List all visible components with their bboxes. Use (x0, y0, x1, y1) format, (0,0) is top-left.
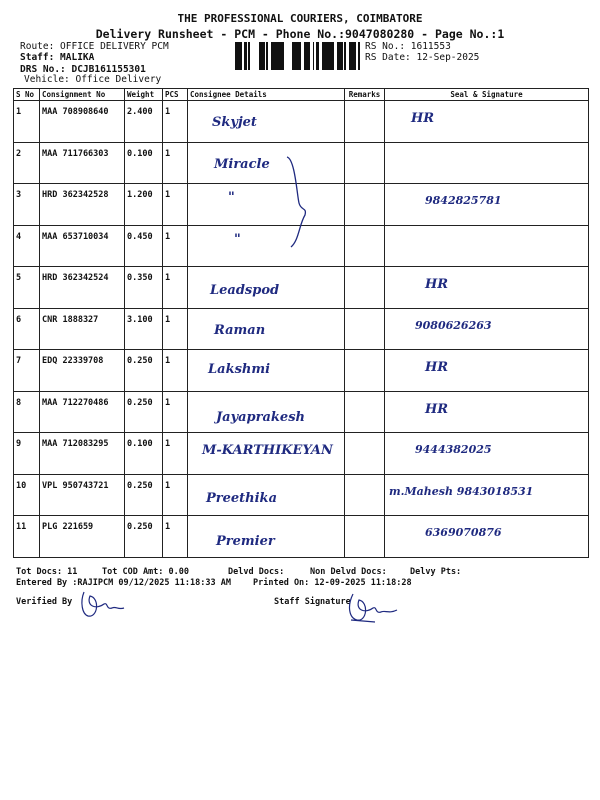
recipient-signature: 9080626263 (415, 318, 492, 332)
printed-on: Printed On: 12-09-2025 11:18:28 (253, 578, 412, 588)
table-row (14, 391, 589, 433)
recipient-signature: 9842825781 (425, 194, 502, 207)
recipient-signature: 9444382025 (415, 443, 492, 456)
staff-signature-icon (345, 590, 405, 624)
consignee-handwriting: " (228, 190, 235, 205)
sno-cell: 10 (14, 474, 40, 516)
recipient-signature: HR (425, 401, 449, 417)
table-row (14, 101, 589, 143)
consignee-cell (188, 474, 345, 516)
signature-cell (385, 184, 589, 226)
barcode-bar (274, 42, 277, 70)
sno-cell: 7 (14, 350, 40, 392)
non-delvd-docs: Non Delvd Docs: (310, 567, 387, 577)
signature-cell (385, 267, 589, 309)
consignee-cell (188, 350, 345, 392)
pcs-cell: 1 (163, 267, 188, 309)
barcode-bar (262, 42, 265, 70)
consignee-cell (188, 142, 345, 184)
barcode-bar (238, 42, 241, 70)
consignment-cell: PLG 221659 (40, 516, 125, 558)
signature-cell (385, 350, 589, 392)
barcode-bar (280, 42, 283, 70)
barcode-bar (308, 42, 310, 70)
staff-signature-label: Staff Signature (274, 597, 351, 607)
signature-cell (385, 225, 589, 267)
barcode-bar (235, 42, 236, 70)
remarks-cell (345, 308, 385, 350)
col-signature: Seal & Signature (385, 89, 589, 101)
weight-cell: 0.450 (125, 225, 163, 267)
remarks-cell (345, 225, 385, 267)
recipient-signature: HR (425, 277, 449, 292)
barcode-bar (307, 42, 308, 70)
barcode-bar (244, 42, 247, 70)
weight-cell: 0.100 (125, 142, 163, 184)
barcode-bar (278, 42, 280, 70)
drs-number: DRS No.: DCJB161155301 (20, 64, 146, 75)
barcode-bar (328, 42, 331, 70)
barcode-bar (340, 42, 343, 70)
signature-cell (385, 516, 589, 558)
bracket-mark-icon (285, 155, 315, 250)
barcode-bar (350, 42, 352, 70)
consignment-cell: MAA 711766303 (40, 142, 125, 184)
pcs-cell: 1 (163, 350, 188, 392)
table-row (14, 308, 589, 350)
staff-label: Staff: MALIKA (20, 52, 95, 63)
col-remarks: Remarks (345, 89, 385, 101)
delvd-docs: Delvd Docs: (228, 567, 285, 577)
barcode-bar (337, 42, 338, 70)
barcode-bar (332, 42, 334, 70)
weight-cell: 0.250 (125, 474, 163, 516)
pcs-cell: 1 (163, 516, 188, 558)
pcs-cell: 1 (163, 225, 188, 267)
consignee-cell (188, 308, 345, 350)
consignee-handwriting: M-KARTHIKEYAN (202, 443, 333, 458)
table-row (14, 433, 589, 475)
col-sno: S No (14, 89, 40, 101)
consignee-cell (188, 267, 345, 309)
remarks-cell (345, 433, 385, 475)
consignment-cell: EDQ 22339708 (40, 350, 125, 392)
col-consignee: Consignee Details (188, 89, 345, 101)
remarks-cell (345, 142, 385, 184)
recipient-signature: HR (425, 360, 449, 375)
table-header-row (14, 89, 589, 101)
barcode-bar (316, 42, 319, 70)
barcode-bar (338, 42, 340, 70)
barcode-bar (292, 42, 295, 70)
barcode-bar (298, 42, 301, 70)
weight-cell: 0.100 (125, 433, 163, 475)
barcode-bar (266, 42, 268, 70)
remarks-cell (345, 474, 385, 516)
barcode-bar (248, 42, 250, 70)
signature-cell (385, 474, 589, 516)
barcode-bar (283, 42, 284, 70)
vehicle-label: Vehicle: Office Delivery (24, 74, 162, 85)
barcode-bar (325, 42, 326, 70)
barcode-bar (304, 42, 307, 70)
remarks-cell (345, 350, 385, 392)
consignee-cell (188, 101, 345, 143)
barcode-bar (271, 42, 272, 70)
recipient-signature: 6369070876 (425, 526, 502, 539)
table-row (14, 267, 589, 309)
pcs-cell: 1 (163, 142, 188, 184)
weight-cell: 2.400 (125, 101, 163, 143)
consignee-cell (188, 184, 345, 226)
consignment-cell: MAA 712270486 (40, 391, 125, 433)
barcode-bar (259, 42, 260, 70)
rs-date: RS Date: 12-Sep-2025 (365, 52, 480, 63)
consignee-handwriting: Premier (216, 534, 275, 549)
signature-cell (385, 433, 589, 475)
signature-cell (385, 142, 589, 184)
consignment-cell: MAA 712083295 (40, 433, 125, 475)
pcs-cell: 1 (163, 308, 188, 350)
consignment-cell: MAA 708908640 (40, 101, 125, 143)
consignee-handwriting: Jayaprakesh (216, 409, 305, 425)
runsheet-subtitle: Delivery Runsheet - PCM - Phone No.:9047080280 - Page No.:1 (95, 27, 505, 41)
barcode-bar (331, 42, 332, 70)
consignee-cell (188, 225, 345, 267)
verifier-signature-icon (78, 588, 133, 620)
consignment-cell: CNR 1888327 (40, 308, 125, 350)
rs-number: RS No.: 1611553 (365, 41, 451, 52)
consignment-cell: HRD 362342528 (40, 184, 125, 226)
entered-by: Entered By :RAJIPCM 09/12/2025 11:18:33 AM (16, 578, 231, 588)
barcode-bar (272, 42, 274, 70)
consignee-cell (188, 516, 345, 558)
consignee-cell (188, 391, 345, 433)
barcode-bar (295, 42, 296, 70)
barcode-bar (349, 42, 350, 70)
sno-cell: 6 (14, 308, 40, 350)
remarks-cell (345, 101, 385, 143)
signature-cell (385, 308, 589, 350)
pcs-cell: 1 (163, 101, 188, 143)
consignee-handwriting: Lakshmi (208, 362, 271, 377)
weight-cell: 0.250 (125, 391, 163, 433)
barcode-bar (277, 42, 278, 70)
barcode-bar (358, 42, 360, 70)
sno-cell: 3 (14, 184, 40, 226)
pcs-cell: 1 (163, 391, 188, 433)
pcs-cell: 1 (163, 184, 188, 226)
pcs-cell: 1 (163, 474, 188, 516)
barcode-icon (232, 42, 360, 70)
remarks-cell (345, 391, 385, 433)
remarks-cell (345, 184, 385, 226)
consignee-handwriting: " (234, 231, 241, 247)
barcode-bar (326, 42, 328, 70)
weight-cell: 1.200 (125, 184, 163, 226)
weight-cell: 0.350 (125, 267, 163, 309)
route-label: Route: OFFICE DELIVERY PCM (20, 41, 169, 52)
barcode-bar (322, 42, 325, 70)
sno-cell: 5 (14, 267, 40, 309)
col-pcs: PCS (163, 89, 188, 101)
table-row (14, 350, 589, 392)
remarks-cell (345, 516, 385, 558)
sno-cell: 1 (14, 101, 40, 143)
barcode-bar (355, 42, 356, 70)
pcs-cell: 1 (163, 433, 188, 475)
col-consignment: Consignment No (40, 89, 125, 101)
sno-cell: 2 (14, 142, 40, 184)
consignee-cell (188, 433, 345, 475)
barcode-bar (236, 42, 238, 70)
consignee-handwriting: Leadspod (210, 283, 280, 298)
signature-cell (385, 101, 589, 143)
consignee-handwriting: Miracle (214, 156, 270, 172)
consignment-cell: MAA 653710034 (40, 225, 125, 267)
sno-cell: 4 (14, 225, 40, 267)
table-row (14, 516, 589, 558)
tot-docs: Tot Docs: 11 (16, 567, 78, 577)
company-title: THE PROFESSIONAL COURIERS, COIMBATORE (177, 12, 423, 25)
consignment-cell: HRD 362342524 (40, 267, 125, 309)
consignee-handwriting: Skyjet (212, 115, 257, 130)
sno-cell: 11 (14, 516, 40, 558)
remarks-cell (345, 267, 385, 309)
verified-by-label: Verified By (16, 597, 73, 607)
signature-cell (385, 391, 589, 433)
weight-cell: 0.250 (125, 516, 163, 558)
barcode-bar (344, 42, 346, 70)
recipient-signature: m.Mahesh 9843018531 (389, 484, 534, 498)
consignee-handwriting: Preethika (206, 490, 277, 506)
consignment-cell: VPL 950743721 (40, 474, 125, 516)
sno-cell: 9 (14, 433, 40, 475)
barcode-bar (313, 42, 314, 70)
table-row (14, 474, 589, 516)
delvy-pts: Delvy Pts: (410, 567, 462, 577)
weight-cell: 3.100 (125, 308, 163, 350)
sno-cell: 8 (14, 391, 40, 433)
barcode-bar (260, 42, 262, 70)
consignee-handwriting: Raman (214, 322, 266, 338)
barcode-bar (241, 42, 242, 70)
weight-cell: 0.250 (125, 350, 163, 392)
barcode-bar (296, 42, 298, 70)
barcode-bar (352, 42, 355, 70)
recipient-signature: HR (411, 111, 435, 126)
tot-cod-amt: Tot COD Amt: 0.00 (102, 567, 189, 577)
col-weight: Weight (125, 89, 163, 101)
